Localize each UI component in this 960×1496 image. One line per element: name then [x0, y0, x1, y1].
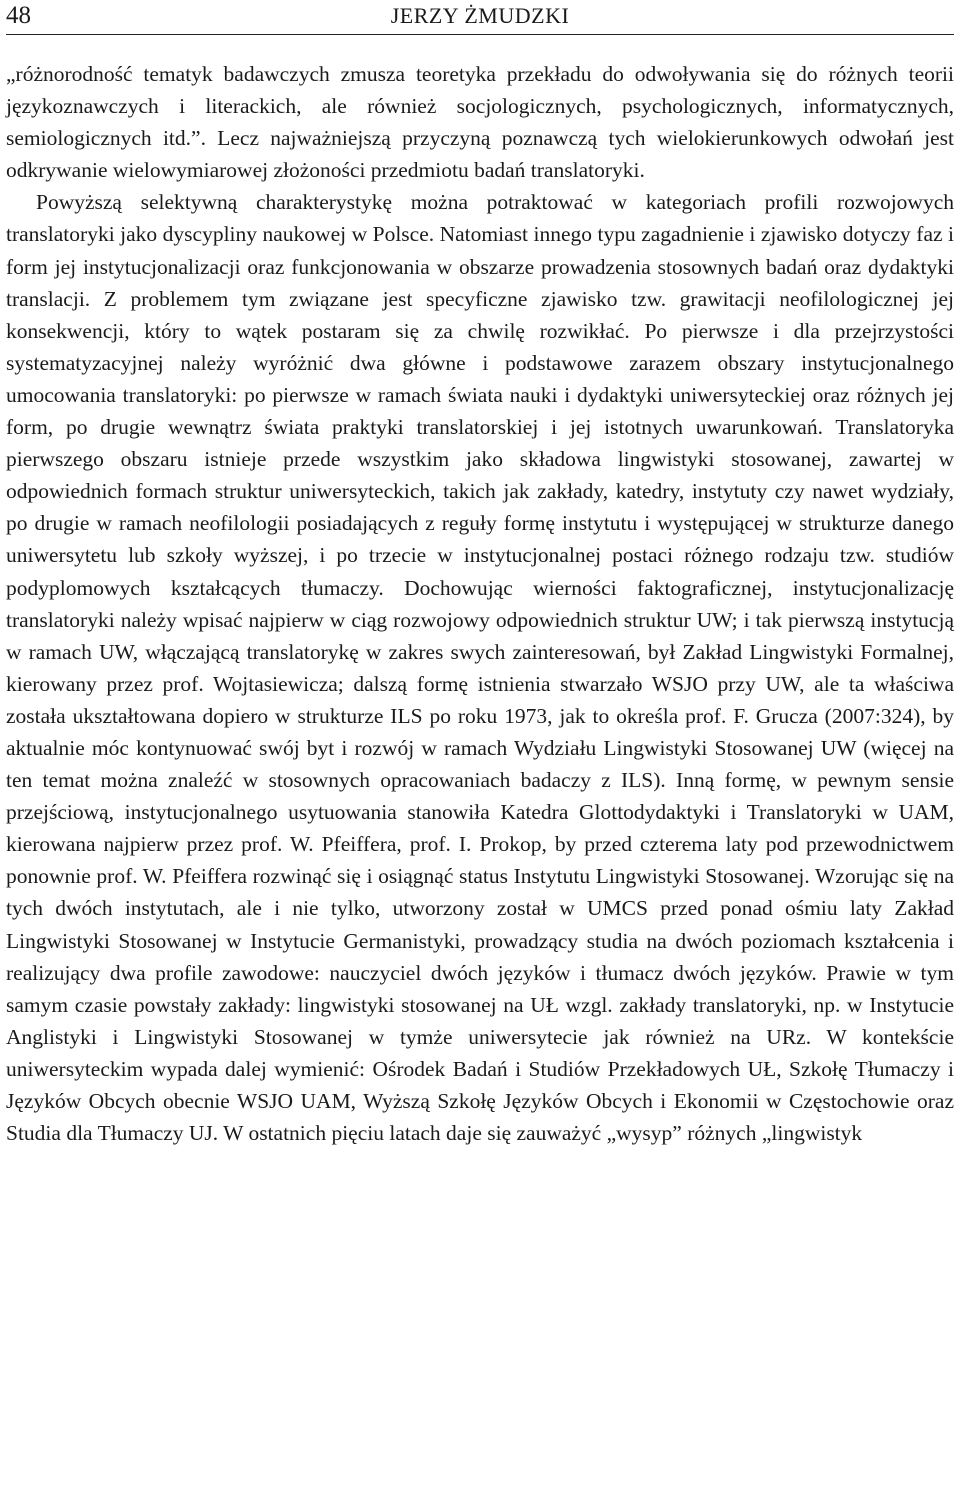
quote-text: „różnorodność tematyk badawczych zmusza teoretyka przekładu do odwoływania się do różnych teorii językoznawczych i literackich, ale również socjologicznych, psychologicznych, informatycznych, semiologicznych itd.”. Lecz najważniejszą przyczyną poznawczą tych wielokierunkowych odwołań jest odkrywanie wielowymiarowej złożoności przedmiotu badań translatoryki.: [6, 62, 954, 183]
running-head: JERZY ŻMUDZKI: [390, 3, 570, 28]
page-header: [6, 0, 954, 35]
page-number: 48: [6, 2, 31, 29]
quote-paragraph: [6, 58, 954, 186]
document-page: [6, 0, 954, 1149]
body-text: [6, 58, 954, 1149]
main-paragraph: [6, 186, 954, 1149]
main-text: Powyższą selektywną charakterystykę można potraktować w kategoriach profili rozwojowych translatoryki jako dyscypliny naukowej w Polsce. Natomiast innego typu zagadnienie i zjawisko dotyczy faz i form jej instytucjonalizacji oraz funkcjonowania w obszarze prowadzenia stosownych badań oraz dydaktyki translacji. Z problemem tym związane jest specyficzne zjawisko tzw. grawitacji neofilologicznej jej konsekwencji, który to wątek postaram się za chwilę rozwikłać. Po pierwsze i dla przejrzystości systematyzacyjnej należy wyróżnić dwa główne i podstawowe zarazem obszary instytucjonalnego umocowania translatoryki: po pierwsze w ramach świata nauki i dydaktyki uniwersyteckiej oraz różnych jej form, po drugie wewnątrz świata praktyki translatorskiej i jej istotnych uwarunkowań. Translatoryka pierwszego obszaru istnieje przede wszystkim jako składowa lingwistyki stosowanej, zawartej w odpowiednich formach struktur uniwersyteckich, takich jak zakłady, katedry, instytuty czy nawet wydziały, po drugie w ramach neofilologii posiadających z reguły formę instytutu i występującej w strukturze danego uniwersytetu lub szkoły wyższej, i po trzecie w instytucjonalnej postaci różnego rodzaju tzw. studiów podyplomowych kształcących tłumaczy. Dochowując wierności faktograficznej, instytucjonalizację translatoryki należy wpisać najpierw w ciąg rozwojowy odpowiednich struktur UW; i tak pierwszą instytucją w ramach UW, włączającą translatorykę w zakres swych zainteresowań, był Zakład Lingwistyki Formalnej, kierowany przez prof. Wojtasiewicza; dalszą formę istnienia stwarzało WSJO przy UW, ale ta właściwa została ukształtowana dopiero w strukturze ILS po roku 1973, jak to określa prof. F. Grucza (2007:324), by aktualnie móc kontynuować swój byt i rozwój w ramach Wydziału Lingwistyki Stosowanej UW (więcej na ten temat można znaleźć w stosownych opracowaniach badaczy z ILS). Inną formę, w pewnym sensie przejściową, instytucjonalnego usytuowania stanowiła Katedra Glottodydaktyki i Translatoryki w UAM, kierowana najpierw przez prof. W. Pfeiffera, prof. I. Prokop, by przed czterema laty pod przewodnictwem ponownie prof. W. Pfeiffera rozwinąć się i osiągnąć status Instytutu Lingwistyki Stosowanej. Wzorując się na tych dwóch instytutach, ale i nie tylko, utworzony został w UMCS przed ponad ośmiu laty Zakład Lingwistyki Stosowanej w Instytucie Germanistyki, prowadzący studia na dwóch poziomach kształcenia i realizujący dwa profile zawodowe: nauczyciel dwóch języków i tłumacz dwóch języków. Prawie w tym samym czasie powstały zakłady: lingwistyki stosowanej na UŁ wzgl. zakłady translatoryki, np. w Instytucie Anglistyki i Lingwistyki Stosowanej w tymże uniwersytecie jak również na URz. W kontekście uniwersyteckim wypada dalej wymienić: Ośrodek Badań i Studiów Przekładowych UŁ, Szkołę Tłumaczy i Języków Obcych obecnie WSJO UAM, Wyższą Szkołę Języków Obcych i Ekonomii w Częstochowie oraz Studia dla Tłumaczy UJ. W ostatnich pięciu latach daje się zauważyć „wysyp” różnych „lingwistyk: [6, 190, 954, 1146]
